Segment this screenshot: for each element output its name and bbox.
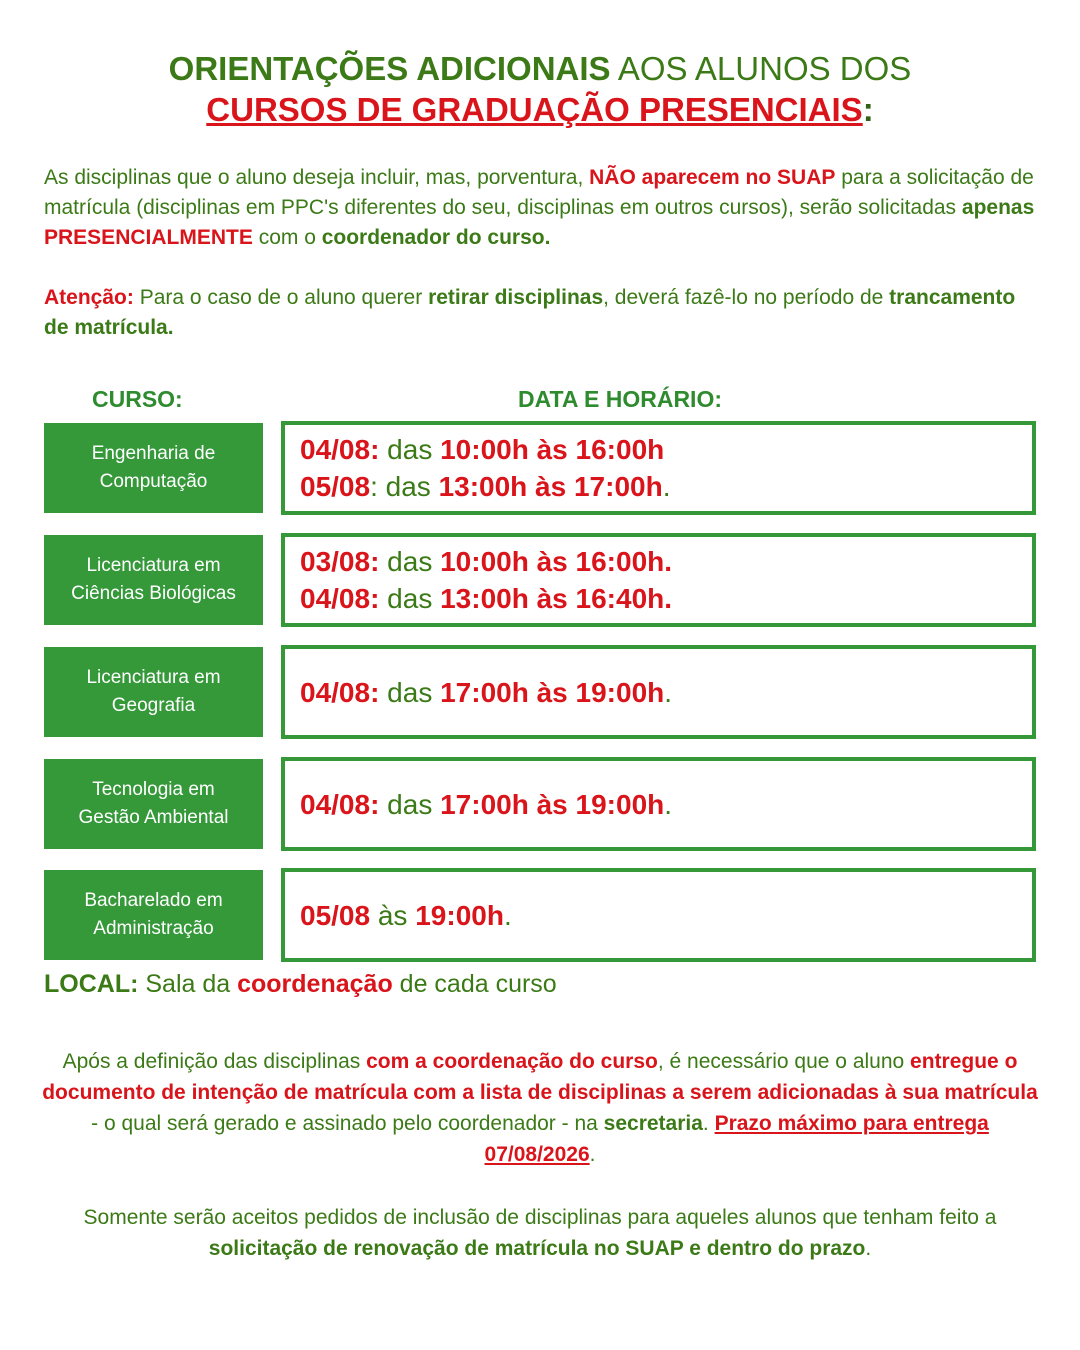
schedule-line: 04/08: das 17:00h às 19:00h. [300, 676, 673, 708]
course-box-administracao: Bacharelado em Administração [44, 870, 263, 960]
intro-paragraph: As disciplinas que o aluno deseja incluir, mas, porventura, NÃO aparecem no SUAP para a solicitação de matrícula (disciplinas em PPC's diferentes do seu, disciplinas em outros cursos), serão solicitadas apenas PRESENCIALMENTE com o coordenador do curso. [44, 166, 1035, 249]
schedule-line: 03/08: das 10:00h às 16:00h. [300, 546, 673, 577]
course-box-ciencias-biologicas: Licenciatura em Ciências Biológicas [44, 535, 263, 625]
schedule-line: 05/08: das 13:00h às 17:00h. [300, 471, 671, 502]
schedule-line: 04/08: das 17:00h às 19:00h. [300, 788, 673, 820]
title-line-2: CURSOS DE GRADUAÇÃO PRESENCIAIS: [206, 91, 874, 128]
schedule-box-geografia [281, 645, 1036, 739]
deadline-text: Prazo máximo para entrega 07/08/2026 [484, 1112, 989, 1166]
location-line: LOCAL: Sala da coordenação de cada curso [44, 970, 557, 998]
delivery-instructions-paragraph: Após a definição das disciplinas com a coordenação do curso, é necessário que o aluno entregue o documento de intenção de matrícula com a lista de disciplinas a serem adicionadas à sua matrícula - o qual será gerado e assinado pelo coordenador - na secretaria. Prazo máximo para entrega 07/08/2026. [42, 1050, 1038, 1166]
course-box-geografia: Licenciatura em Geografia [44, 647, 263, 737]
final-note-paragraph: Somente serão aceitos pedidos de inclusão de disciplinas para aqueles alunos que tenham feito a solicitação de renovação de matrícula no SUAP e dentro do prazo. [83, 1206, 997, 1260]
page-title [0, 48, 1080, 130]
course-column-header: CURSO: [92, 386, 183, 412]
schedule-box-gestao-ambiental [281, 757, 1036, 851]
course-box-engenharia-computacao: Engenharia de Computação [44, 423, 263, 513]
schedule-box-engenharia-computacao [281, 421, 1036, 515]
schedule-line: 05/08 às 19:00h. [300, 899, 512, 931]
schedule-line: 04/08: das 13:00h às 16:40h. [300, 583, 673, 614]
schedule-box-ciencias-biologicas [281, 533, 1036, 627]
course-box-gestao-ambiental: Tecnologia em Gestão Ambiental [44, 759, 263, 849]
schedule-column-header: DATA E HORÁRIO: [518, 386, 723, 412]
schedule-box-administracao [281, 868, 1036, 962]
schedule-line: 04/08: das 10:00h às 16:00h [300, 434, 665, 465]
title-line-1: ORIENTAÇÕES ADICIONAIS AOS ALUNOS DOS [168, 50, 912, 87]
attention-paragraph: Atenção: Para o caso de o aluno querer retirar disciplinas, deverá fazê-lo no período de trancamento de matrícula. [44, 286, 1016, 339]
